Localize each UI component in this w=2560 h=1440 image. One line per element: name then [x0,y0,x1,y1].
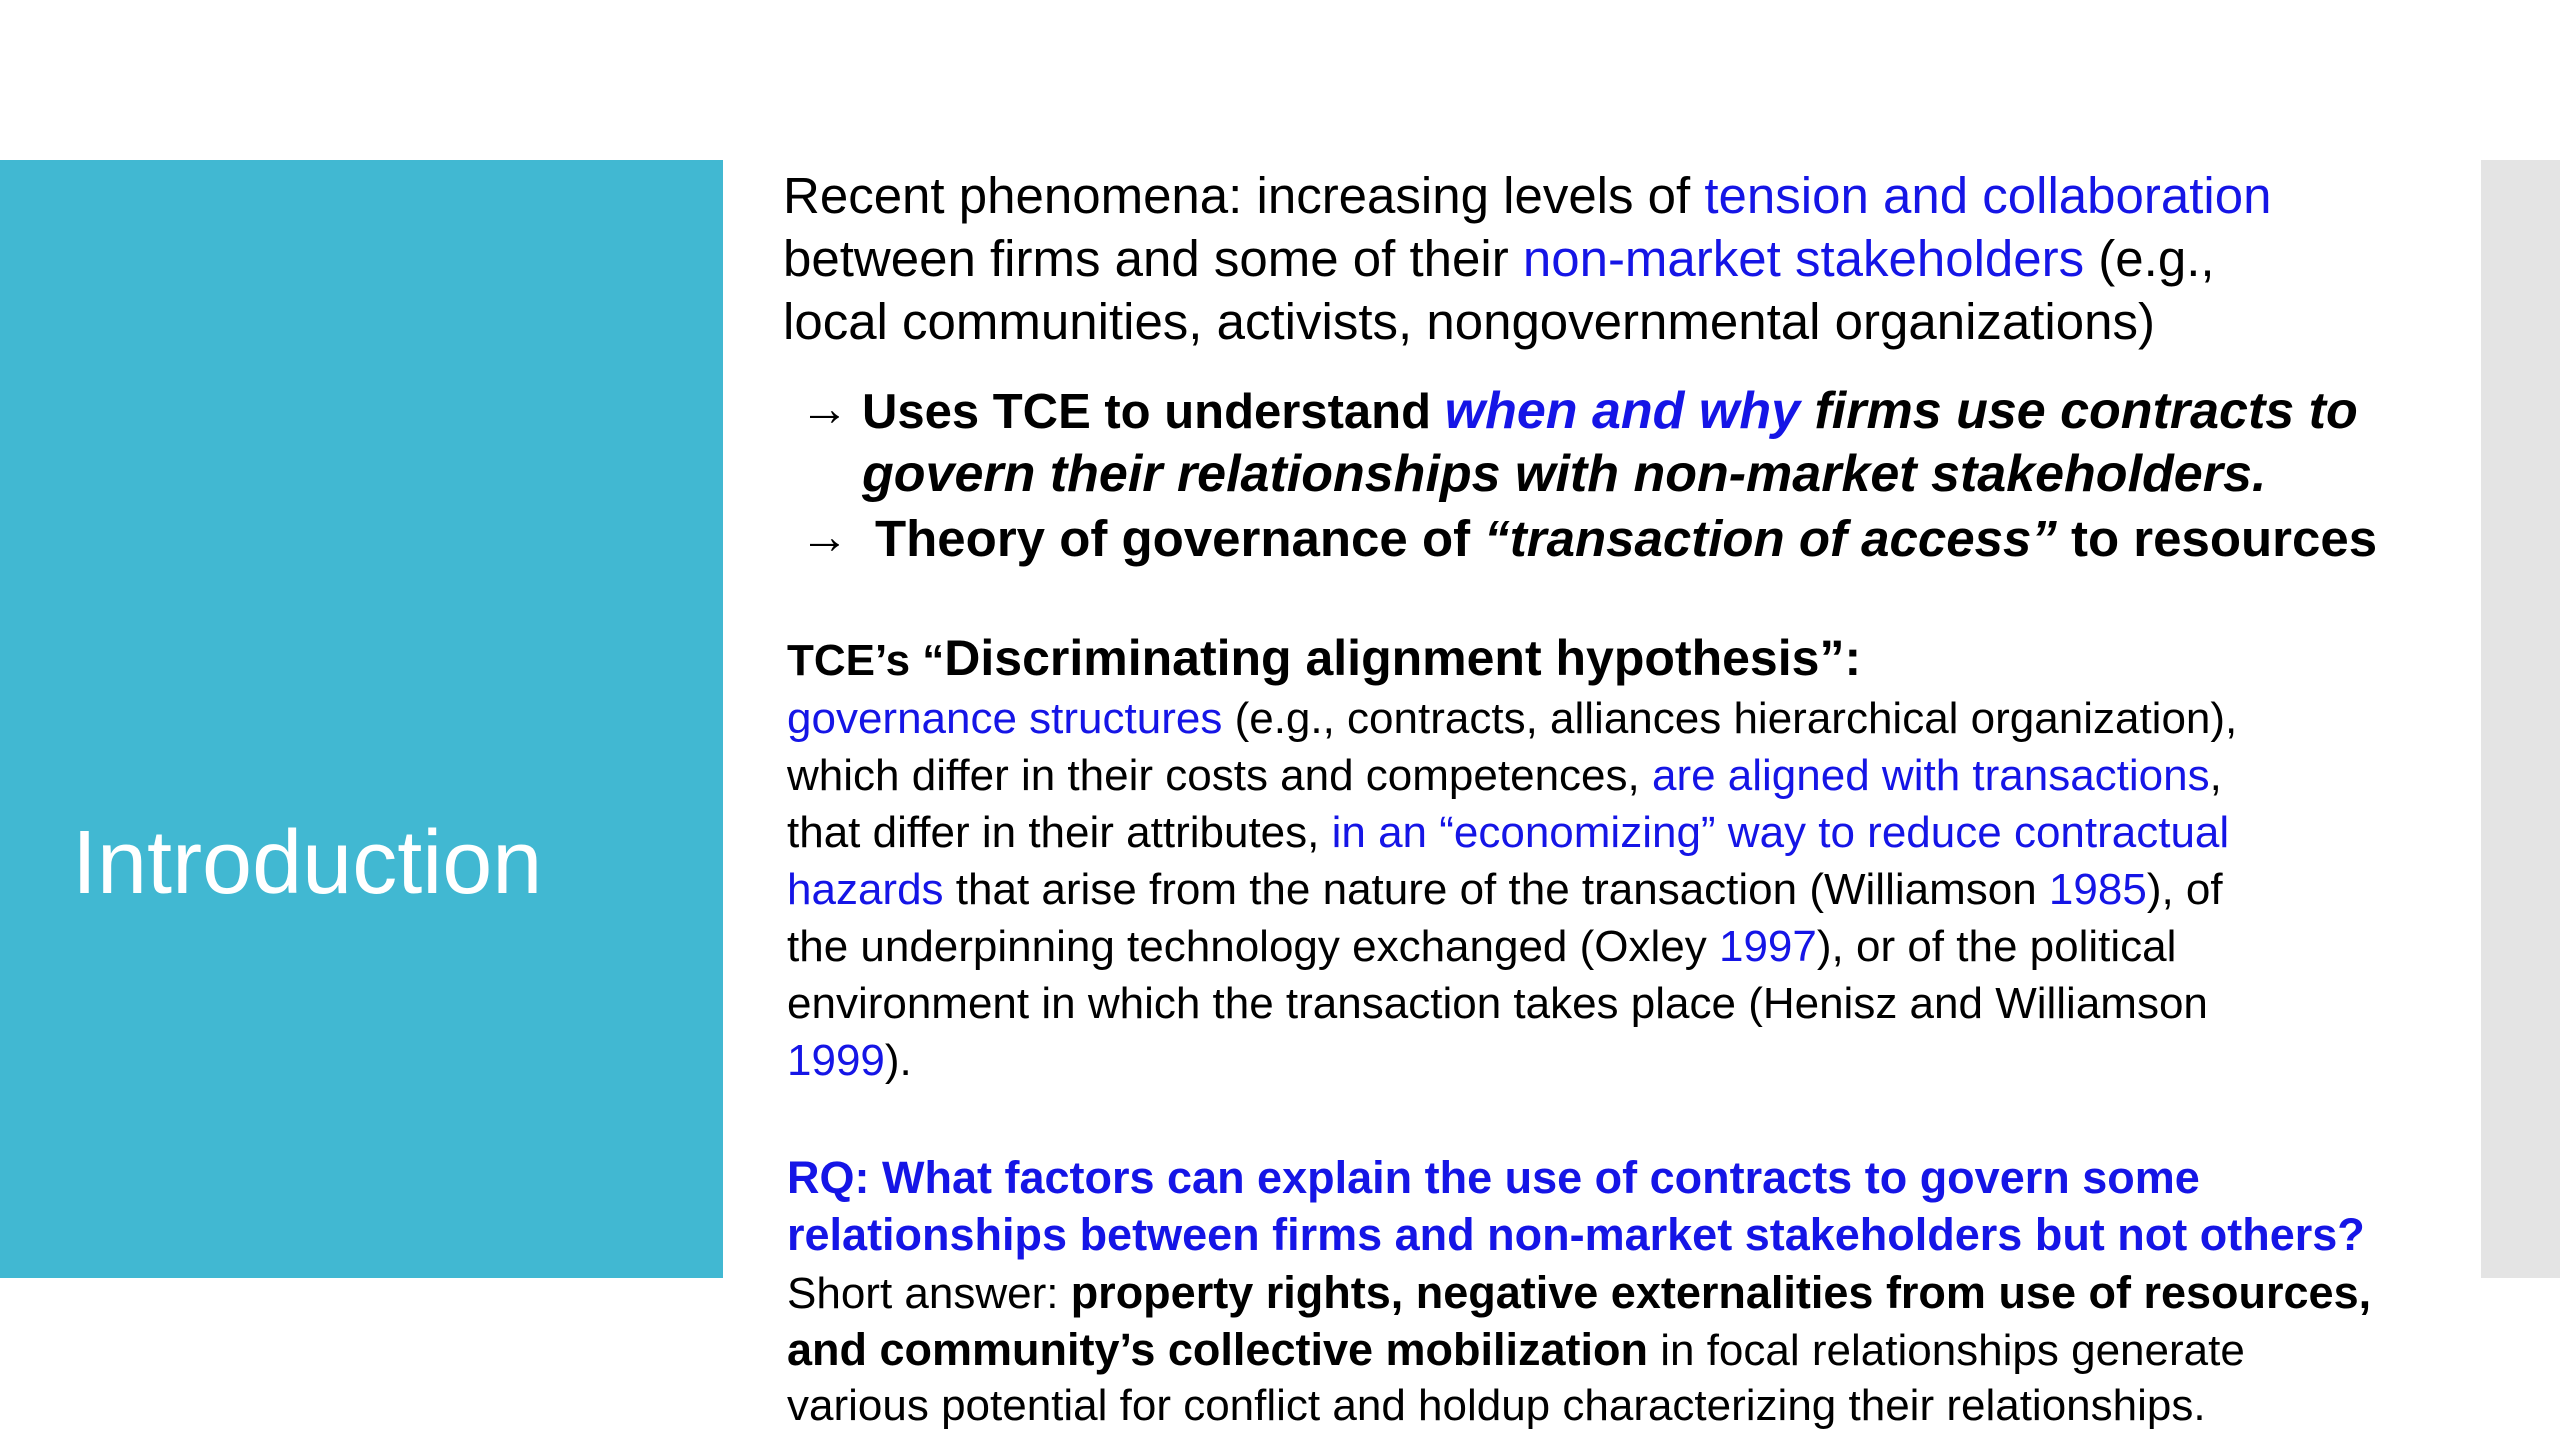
hypothesis-line-2: which differ in their costs and competences, are aligned with transactions, [787,751,2222,800]
hypothesis-heading: TCE’s “Discriminating alignment hypothesis”: [787,630,1862,686]
bullet-arrow-icon: → [800,382,849,436]
bullet-text: Theory of governance of [875,510,1485,567]
bullet-text: Uses TCE to understand [862,385,1445,439]
hypothesis-line-5: the underpinning technology exchanged (Oxley 1997), or of the political [787,922,2177,971]
para1-text: between firms and some of their [783,230,1523,287]
hypothesis-line-7: 1999). [787,1036,912,1085]
rq-line-4: and community’s collective mobilization in focal relationships generate [787,1324,2245,1375]
para1-line-3 [783,293,2155,350]
rq-line-1: RQ: What factors can explain the use of contracts to govern some [787,1152,2200,1203]
rq-line-3: Short answer: property rights, negative externalities from use of resources, [787,1267,2372,1318]
bullet-text: to resources [2056,510,2378,567]
para1-highlight: tension and collaboration [1704,167,2272,224]
para1-line-1 [783,167,2272,224]
bullet-emphasis: “transaction of access” [1484,510,2057,567]
rq-line-5: various potential for conflict and holdup characterizing their relationships. [787,1381,2206,1430]
hypothesis-line-6: environment in which the transaction takes place (Henisz and Williamson [787,979,2208,1028]
rq-line-2: relationships between firms and non-market stakeholders but not others? [787,1209,2365,1260]
bullet-emphasis: firms use contracts to [1800,382,2358,440]
bullet-1-line-1 [862,382,2358,440]
para1-text: Recent phenomena: increasing levels of [783,167,1705,224]
hypothesis-line-4: hazards that arise from the nature of the transaction (Williamson 1985), of [787,865,2223,914]
bullet-emphasis: govern their relationships with non-market stakeholders. [862,445,2267,503]
bullet-1-line-2 [862,445,2267,503]
bullet-2-line-1 [875,510,2378,567]
hypothesis-line-3: that differ in their attributes, in an “economizing” way to reduce contractual [787,808,2230,857]
para1-text: (e.g., [2084,230,2215,287]
para1-line-2 [783,230,2215,287]
para1-text: local communities, activists, nongovernmental organizations) [783,293,2155,350]
slide-title: Introduction [72,813,543,913]
hypothesis-line-1: governance structures (e.g., contracts, alliances hierarchical organization), [787,694,2238,743]
bullet-arrow-icon: → [800,510,849,564]
bullet-highlight: when and why [1444,382,1801,440]
para1-highlight: non-market stakeholders [1522,230,2085,287]
